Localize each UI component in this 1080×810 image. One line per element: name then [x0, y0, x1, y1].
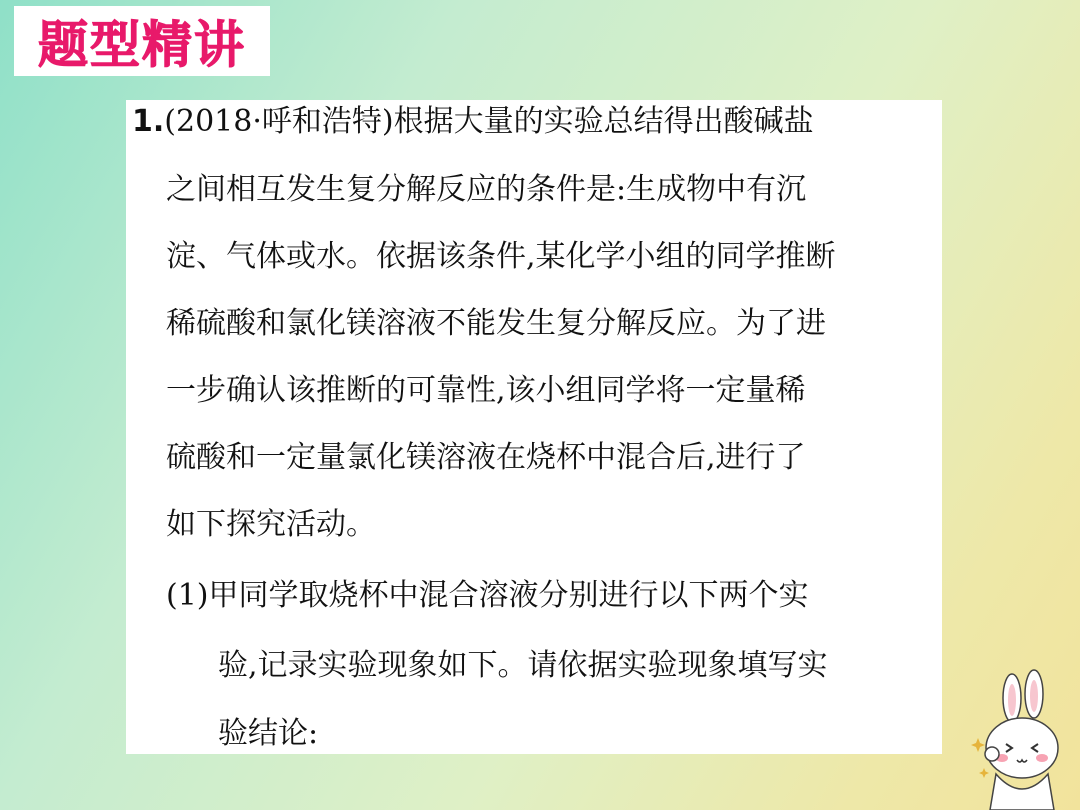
section-title: 题型精讲: [38, 16, 246, 74]
question-line-3: 淀、气体或水。依据该条件,某化学小组的同学推断: [166, 239, 836, 274]
question-line-4: 稀硫酸和氯化镁溶液不能发生复分解反应。为了进: [166, 306, 826, 341]
subquestion-line-2: 验,记录实验现象如下。请依据实验现象填写实: [218, 648, 828, 683]
question-number: 1.: [132, 104, 165, 139]
question-line-5: 一步确认该推断的可靠性,该小组同学将一定量稀: [166, 373, 806, 408]
subquestion-line-1: (1)甲同学取烧杯中混合溶液分别进行以下两个实: [166, 578, 809, 613]
question-line-6: 硫酸和一定量氯化镁溶液在烧杯中混合后,进行了: [166, 440, 806, 475]
subquestion-line-3: 验结论:: [218, 716, 319, 751]
section-title-tag: [14, 6, 270, 76]
question-line-2: 之间相互发生复分解反应的条件是:生成物中有沉: [166, 172, 807, 207]
question-line-1: [132, 102, 814, 142]
question-line-7: 如下探究活动。: [166, 507, 376, 542]
question-line-text: (2018·呼和浩特)根据大量的实验总结得出酸碱盐: [164, 104, 814, 139]
bunny-mascot-icon: [970, 668, 1080, 810]
question-card: [126, 100, 942, 754]
